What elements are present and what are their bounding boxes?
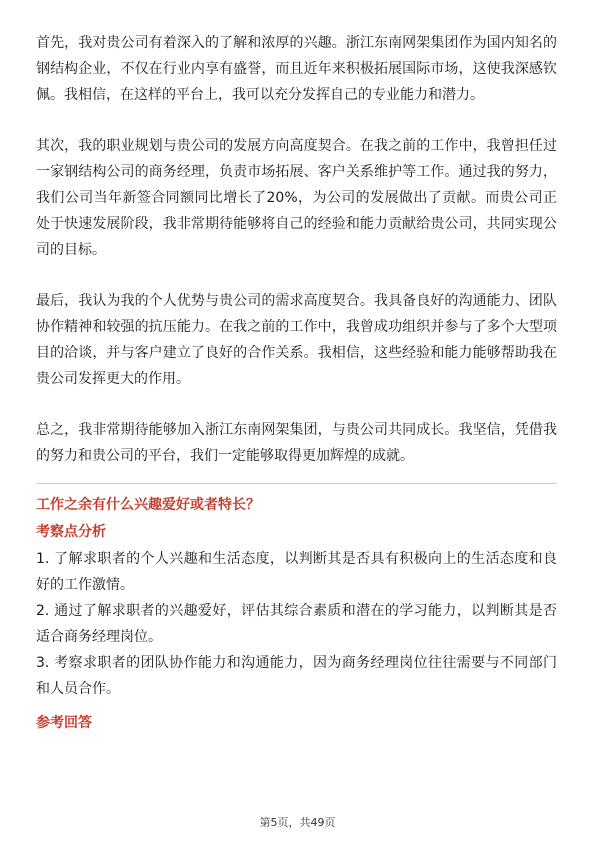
- analysis-heading: 考察点分析: [36, 524, 106, 540]
- question-title: 工作之余有什么兴趣爱好或者特长？: [36, 497, 260, 513]
- reference-answer-heading: 参考回答: [36, 715, 92, 731]
- paragraph-conclusion: 总之，我非常期待能够加入浙江东南网架集团，与贵公司共同成长。我坚信，凭借我的努力和贵公司的平台，我们一定能够取得更加辉煌的成就。: [36, 422, 557, 464]
- analysis-point: 2. 通过了解求职者的兴趣爱好，评估其综合素质和潜在的学习能力，以判断其是否适合商务经理岗位。: [36, 603, 557, 645]
- section-divider: [36, 483, 557, 484]
- analysis-point: 1. 了解求职者的个人兴趣和生活态度，以判断其是否具有积极向上的生活态度和良好的工作激情。: [36, 551, 557, 593]
- analysis-point-list: [36, 546, 557, 702]
- analysis-point: 3. 考察求职者的团队协作能力和沟通能力，因为商务经理岗位往往需要与不同部门和人员合作。: [36, 655, 557, 697]
- page-number: 第5页，共49页: [259, 816, 336, 829]
- paragraph-third: 最后，我认为我的个人优势与贵公司的需求高度契合。我具备良好的沟通能力、团队协作精神和较强的抗压能力。在我之前的工作中，我曾成功组织并参与了多个大型项目的洽谈，并与客户建立了良好的合作关系。我相信，这些经验和能力能够帮助我在贵公司发挥更大的作用。: [36, 293, 557, 387]
- paragraph-first: 首先，我对贵公司有着深入的了解和浓厚的兴趣。浙江东南网架集团作为国内知名的钢结构企业，不仅在行业内享有盛誉，而且近年来积极拓展国际市场，这使我深感钦佩。我相信，在这样的平台上，我可以充分发挥自己的专业能力和潜力。: [36, 35, 557, 103]
- page-content: [36, 30, 557, 734]
- paragraph-second: 其次，我的职业规划与贵公司的发展方向高度契合。在我之前的工作中，我曾担任过一家钢结构公司的商务经理，负责市场拓展、客户关系维护等工作。通过我的努力，我们公司当年新签合同额同比增长了20%，为公司的发展做出了贡献。而贵公司正处于快速发展阶段，我非常期待能够将自己的经验和能力贡献给贵公司，共同实现公司的目标。: [36, 138, 557, 258]
